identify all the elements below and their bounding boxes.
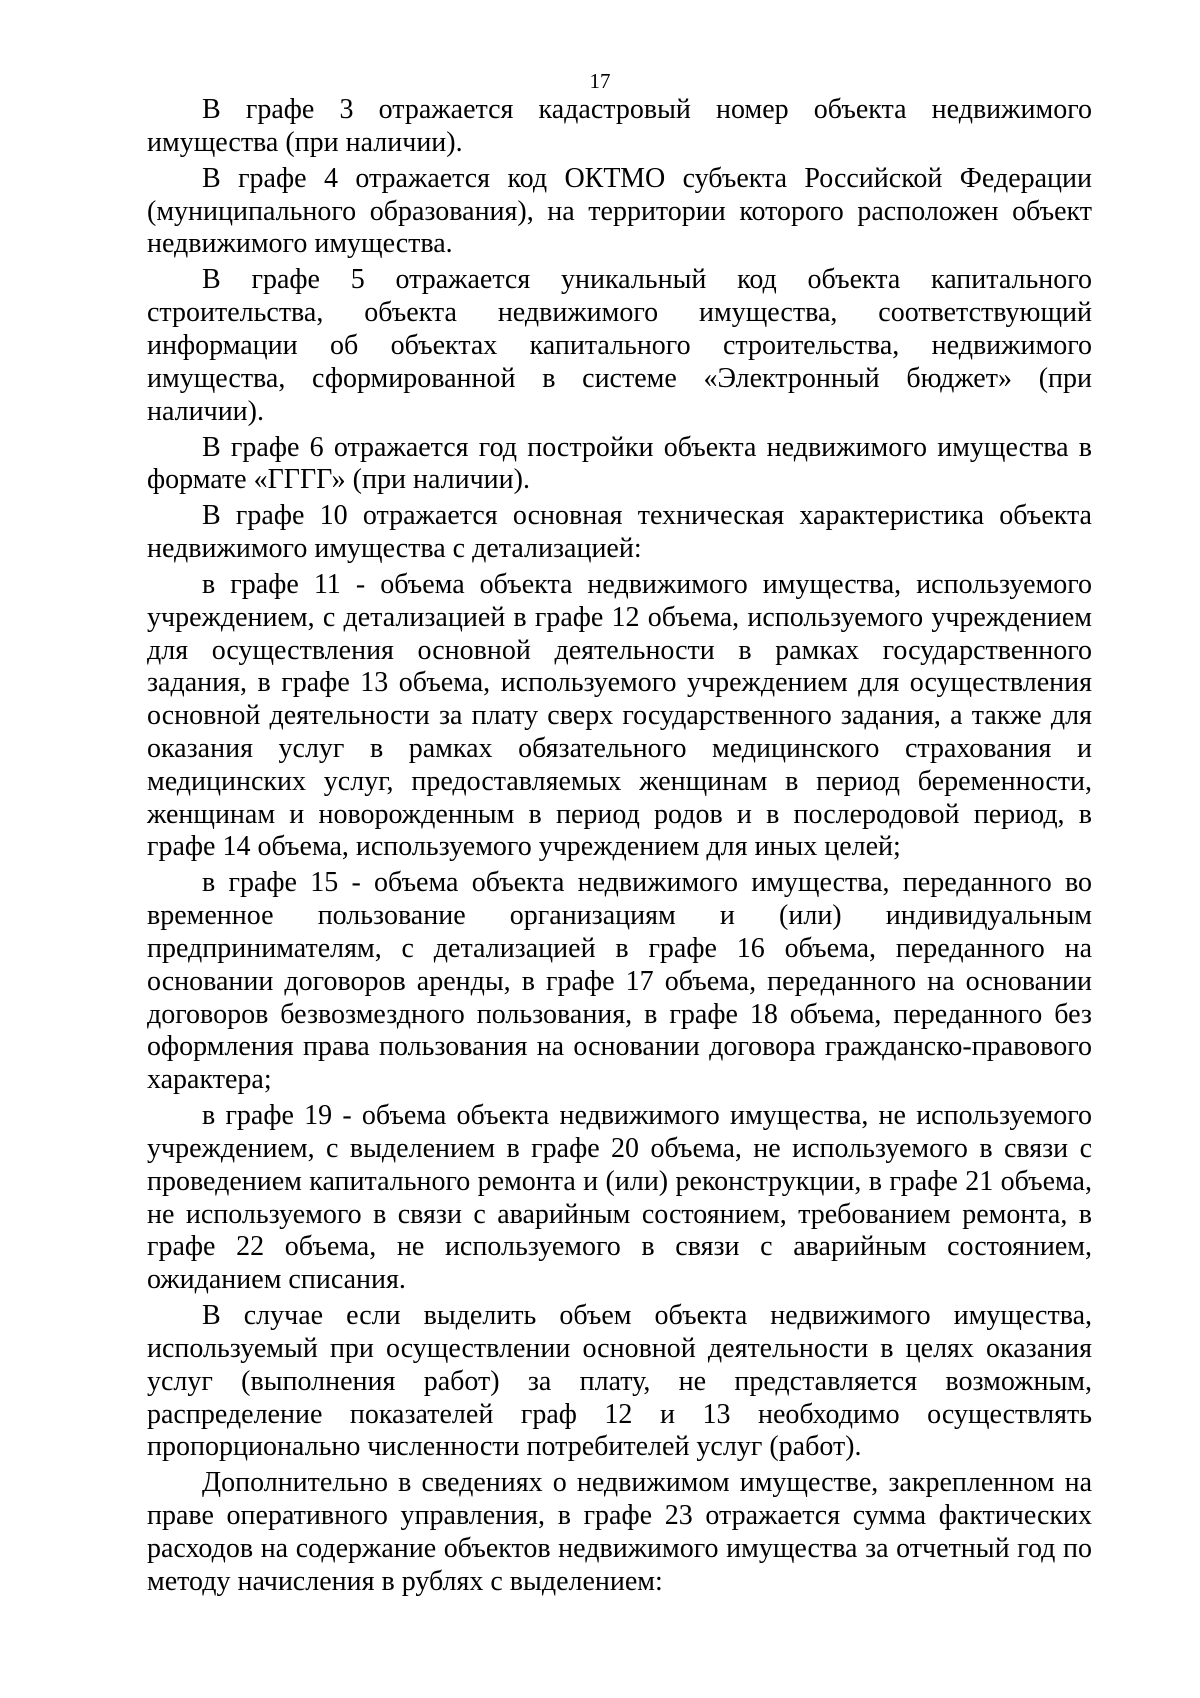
paragraph-column-5: В графе 5 отражается уникальный код объекта капитального строительства, объекта недвижимого имущества, соответствующий информации об объектах капитального строительства, недвижимого имущества, сформированной в системе «Электронный бюджет» (при наличии).: [147, 264, 1092, 427]
paragraph-column-10: В графе 10 отражается основная техническая характеристика объекта недвижимого имущества с детализацией:: [147, 500, 1092, 565]
document-body: [147, 94, 1092, 1602]
paragraph-column-15: в графе 15 - объема объекта недвижимого имущества, переданного во временное пользование организациям и (или) индивидуальным предпринимателям, с детализацией в графе 16 объема, переданного на основании договоров аренды, в графе 17 объема, переданного на основании договоров безвозмездного пользования, в графе 18 объема, переданного без оформления права пользования на основании договора гражданско-правового характера;: [147, 867, 1092, 1096]
paragraph-column-3: В графе 3 отражается кадастровый номер объекта недвижимого имущества (при наличии).: [147, 94, 1092, 158]
page-number: 17: [589, 69, 611, 93]
paragraph-column-4: В графе 4 отражается код ОКТМО субъекта Российской Федерации (муниципального образования), на территории которого расположен объект недвижимого имущества.: [147, 162, 1092, 260]
paragraph-column-11: в графе 11 - объема объекта недвижимого имущества, используемого учреждением, с детализацией в графе 12 объема, используемого учреждением для осуществления основной деятельности в рамках государственного задания, в графе 13 объема, используемого учреждением для осуществления основной деятельности за плату сверх государственного задания, а также для оказания услуг в рамках обязательного медицинского страхования и медицинских услуг, предоставляемых женщинам в период беременности, женщинам и новорожденным в период родов и в послеродовой период, в графе 14 объема, используемого учреждением для иных целей;: [147, 569, 1092, 863]
paragraph-column-19: в графе 19 - объема объекта недвижимого имущества, не используемого учреждением, с выделением в графе 20 объема, не используемого в связи с проведением капитального ремонта и (или) реконструкции, в графе 21 объема, не используемого в связи с аварийным состоянием, требованием ремонта, в графе 22 объема, не используемого в связи с аварийным состоянием, ожиданием списания.: [147, 1100, 1092, 1296]
paragraph-column-6: В графе 6 отражается год постройки объекта недвижимого имущества в формате «ГГГГ» (при наличии).: [147, 431, 1092, 496]
paragraph-column-23: Дополнительно в сведениях о недвижимом имуществе, закрепленном на праве оперативного управления, в графе 23 отражается сумма фактических расходов на содержание объектов недвижимого имущества за отчетный год по методу начисления в рублях с выделением:: [147, 1467, 1092, 1597]
paragraph-distribution: В случае если выделить объем объекта недвижимого имущества, используемый при осуществлении основной деятельности в целях оказания услуг (выполнения работ) за плату, не представляется возможным, распределение показателей граф 12 и 13 необходимо осуществлять пропорционально численности потребителей услуг (работ).: [147, 1300, 1092, 1463]
